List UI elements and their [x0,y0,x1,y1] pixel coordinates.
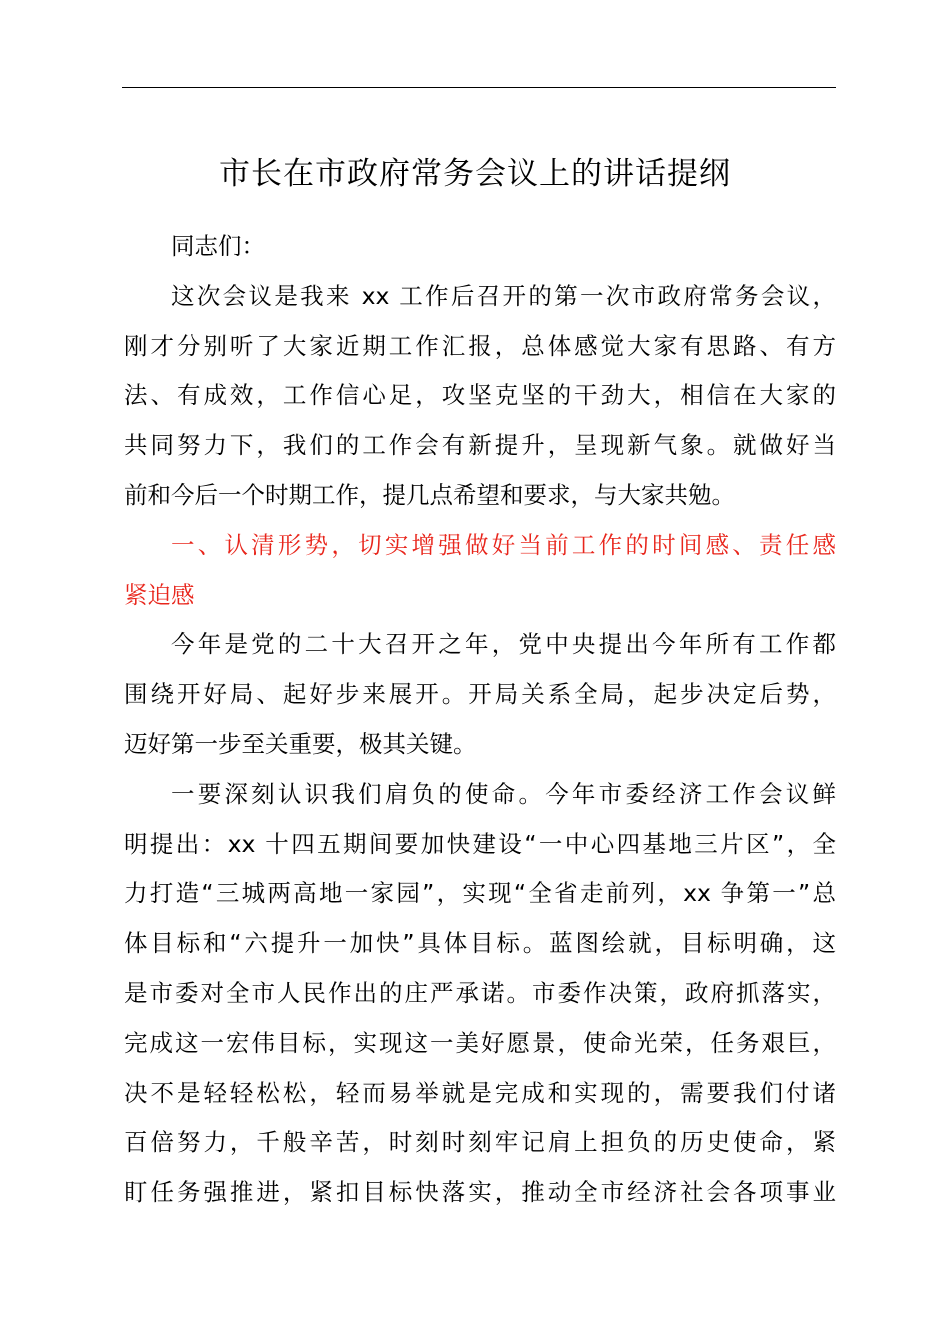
paragraph-line: 今年是党的二十大召开之年，党中央提出今年所有工作都 [171,630,836,659]
paragraph-line: 力打造“三城两高地一家园”，实现“全省走前列，xx 争第一”总 [124,879,836,908]
paragraph-line: 刚才分别听了大家近期工作汇报，总体感觉大家有思路、有方 [124,331,836,360]
section-heading-line: 紧迫感 [124,580,195,609]
paragraph-line: 前和今后一个时期工作，提几点希望和要求，与大家共勉。 [124,480,735,509]
header-rule [122,87,836,88]
paragraph-line: 法、有成效，工作信心足，攻坚克坚的干劲大，相信在大家的 [124,381,836,410]
document-body [124,222,836,1218]
paragraph-line: 百倍努力，千般辛苦，时刻时刻牢记肩上担负的历史使命，紧 [124,1128,836,1157]
paragraph-line: 决不是轻轻松松，轻而易举就是完成和实现的，需要我们付诸 [124,1078,836,1107]
paragraph-line: 明提出：xx 十四五期间要加快建设“一中心四基地三片区”，全 [124,829,836,858]
document-title: 市长在市政府常务会议上的讲话提纲 [219,156,731,192]
paragraph-line: 共同努力下，我们的工作会有新提升，呈现新气象。就做好当 [124,431,836,460]
section-heading-line: 一、认清形势，切实增强做好当前工作的时间感、责任感 [171,530,836,559]
paragraph-line: 是市委对全市人民作出的庄严承诺。市委作决策，政府抓落实， [124,978,836,1007]
paragraph-line: 体目标和“六提升一加快”具体目标。蓝图绘就，目标明确，这 [124,929,836,958]
paragraph-line: 一要深刻认识我们肩负的使命。今年市委经济工作会议鲜 [171,779,836,808]
paragraph-line: 这次会议是我来 xx 工作后召开的第一次市政府常务会议， [171,281,836,310]
paragraph-line: 盯任务强推进，紧扣目标快落实，推动全市经济社会各项事业 [124,1178,836,1207]
paragraph-line: 完成这一宏伟目标，实现这一美好愿景，使命光荣，任务艰巨， [124,1028,836,1057]
paragraph-line: 同志们： [171,232,265,260]
paragraph-line: 迈好第一步至关重要，极其关键。 [124,729,477,758]
paragraph-line: 围绕开好局、起好步来展开。开局关系全局，起步决定后势， [124,680,836,709]
